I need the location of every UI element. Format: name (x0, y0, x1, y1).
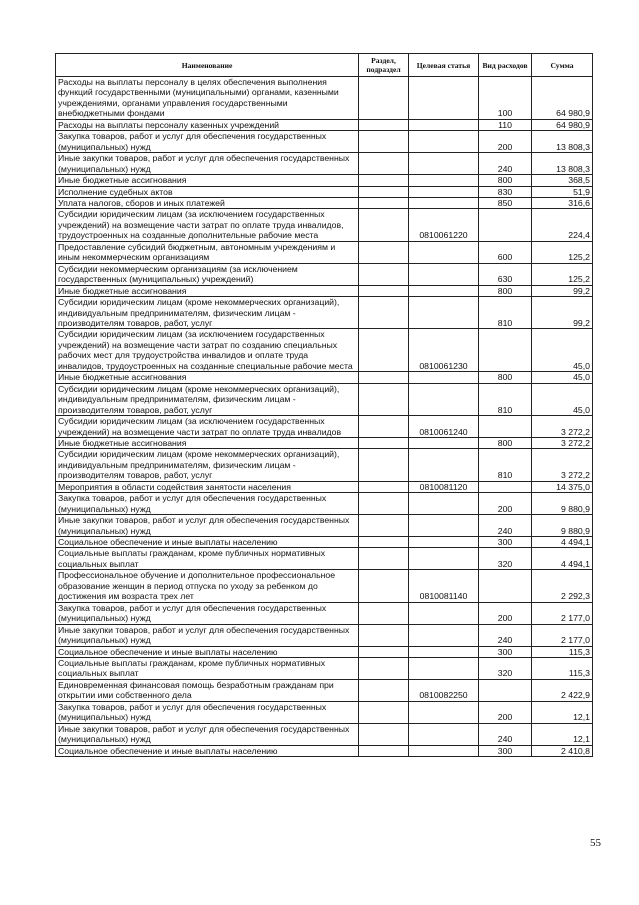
cell-name: Иные бюджетные ассигнования (56, 285, 359, 296)
cell-article (409, 548, 479, 570)
cell-name: Субсидии юридическим лицам (кроме некоммерческих организаций), индивидуальным предпринимателям, физическим лицам - производителям товаров, работ, услуг (56, 449, 359, 481)
cell-name: Социальное обеспечение и иные выплаты населению (56, 745, 359, 756)
cell-sum: 14 375,0 (532, 481, 593, 492)
cell-sum: 51,9 (532, 186, 593, 197)
cell-article (409, 297, 479, 329)
cell-name: Предоставление субсидий бюджетным, автономным учреждениям и иным некоммерческим организациям (56, 241, 359, 263)
cell-article (409, 624, 479, 646)
cell-sum: 125,2 (532, 263, 593, 285)
cell-sum: 99,2 (532, 285, 593, 296)
page-number: 55 (590, 837, 601, 849)
cell-article (409, 131, 479, 153)
cell-sum: 2 422,9 (532, 679, 593, 701)
table-row (56, 624, 593, 646)
cell-sum: 2 177,0 (532, 624, 593, 646)
cell-article (409, 745, 479, 756)
cell-name: Иные бюджетные ассигнования (56, 437, 359, 448)
cell-name: Иные закупки товаров, работ и услуг для обеспечения государственных (муниципальных) нужд (56, 624, 359, 646)
cell-article: 0810061220 (409, 209, 479, 241)
cell-name: Закупка товаров, работ и услуг для обеспечения государственных (муниципальных) нужд (56, 602, 359, 624)
cell-article: 0810082250 (409, 679, 479, 701)
cell-name: Мероприятия в области содействия занятости населения (56, 481, 359, 492)
cell-kind: 300 (479, 537, 532, 548)
cell-article: 0810061240 (409, 416, 479, 438)
cell-kind: 810 (479, 297, 532, 329)
cell-article (409, 119, 479, 130)
table-row (56, 153, 593, 175)
cell-section (359, 515, 409, 537)
cell-sum: 3 272,2 (532, 437, 593, 448)
cell-name: Субсидии юридическим лицам (кроме некоммерческих организаций), индивидуальным предпринимателям, физическим лицам - производителям товаров, работ, услуг (56, 297, 359, 329)
cell-section (359, 372, 409, 383)
cell-name: Иные закупки товаров, работ и услуг для обеспечения государственных (муниципальных) нужд (56, 723, 359, 745)
cell-kind: 300 (479, 646, 532, 657)
cell-sum: 12,1 (532, 723, 593, 745)
cell-kind: 800 (479, 437, 532, 448)
cell-section (359, 131, 409, 153)
cell-name: Исполнение судебных актов (56, 186, 359, 197)
cell-article (409, 77, 479, 120)
cell-name: Единовременная финансовая помощь безработным гражданам при открытии ими собственного дела (56, 679, 359, 701)
header-sum: Сумма (532, 54, 593, 77)
cell-sum: 4 494,1 (532, 548, 593, 570)
cell-section (359, 175, 409, 186)
cell-kind: 320 (479, 548, 532, 570)
cell-kind (479, 570, 532, 602)
cell-name: Профессиональное обучение и дополнительное профессиональное образование женщин в период отпуска по уходу за ребенком до достижения им возраста трех лет (56, 570, 359, 602)
cell-kind: 810 (479, 449, 532, 481)
cell-article (409, 372, 479, 383)
cell-kind: 300 (479, 745, 532, 756)
cell-kind (479, 329, 532, 372)
cell-sum: 115,3 (532, 646, 593, 657)
cell-article (409, 723, 479, 745)
cell-section (359, 77, 409, 120)
cell-kind: 600 (479, 241, 532, 263)
budget-table (55, 53, 593, 757)
cell-section (359, 186, 409, 197)
table-row (56, 209, 593, 241)
table-row (56, 548, 593, 570)
cell-article (409, 383, 479, 415)
table-row (56, 602, 593, 624)
cell-sum: 64 980,9 (532, 119, 593, 130)
table-row (56, 329, 593, 372)
cell-sum: 3 272,2 (532, 449, 593, 481)
cell-article (409, 263, 479, 285)
table-row (56, 493, 593, 515)
cell-kind: 200 (479, 131, 532, 153)
cell-section (359, 701, 409, 723)
cell-section (359, 745, 409, 756)
cell-section (359, 602, 409, 624)
cell-kind: 800 (479, 372, 532, 383)
cell-kind: 630 (479, 263, 532, 285)
cell-article (409, 153, 479, 175)
cell-article (409, 646, 479, 657)
table-row (56, 723, 593, 745)
cell-article (409, 515, 479, 537)
cell-section (359, 449, 409, 481)
cell-kind (479, 416, 532, 438)
cell-name: Иные бюджетные ассигнования (56, 372, 359, 383)
cell-sum: 45,0 (532, 329, 593, 372)
cell-article (409, 449, 479, 481)
cell-section (359, 297, 409, 329)
table-row (56, 570, 593, 602)
cell-name: Закупка товаров, работ и услуг для обеспечения государственных (муниципальных) нужд (56, 701, 359, 723)
cell-sum: 12,1 (532, 701, 593, 723)
cell-sum: 2 177,0 (532, 602, 593, 624)
cell-sum: 224,4 (532, 209, 593, 241)
cell-section (359, 493, 409, 515)
cell-kind: 200 (479, 701, 532, 723)
cell-section (359, 197, 409, 208)
cell-sum: 99,2 (532, 297, 593, 329)
cell-name: Социальные выплаты гражданам, кроме публичных нормативных социальных выплат (56, 548, 359, 570)
cell-sum: 125,2 (532, 241, 593, 263)
cell-name: Субсидии некоммерческим организациям (за исключением государственных (муниципальных) учреждений) (56, 263, 359, 285)
cell-kind (479, 209, 532, 241)
table-row (56, 646, 593, 657)
cell-section (359, 570, 409, 602)
cell-section (359, 624, 409, 646)
cell-section (359, 119, 409, 130)
table-row (56, 263, 593, 285)
cell-sum: 45,0 (532, 372, 593, 383)
cell-kind: 800 (479, 175, 532, 186)
cell-kind: 240 (479, 723, 532, 745)
cell-section (359, 548, 409, 570)
cell-kind: 200 (479, 602, 532, 624)
cell-kind: 100 (479, 77, 532, 120)
cell-sum: 3 272,2 (532, 416, 593, 438)
cell-kind: 240 (479, 515, 532, 537)
cell-article (409, 493, 479, 515)
table-row (56, 537, 593, 548)
cell-article: 0810061230 (409, 329, 479, 372)
cell-section (359, 646, 409, 657)
cell-kind: 110 (479, 119, 532, 130)
cell-sum: 64 980,9 (532, 77, 593, 120)
cell-sum: 45,0 (532, 383, 593, 415)
cell-name: Субсидии юридическим лицам (за исключением государственных учреждений) на возмещение части затрат по оплате труда инвалидов, трудоустроенных на созданные дополнительные рабочие места (56, 209, 359, 241)
header-name: Наименование (56, 54, 359, 77)
cell-name: Субсидии юридическим лицам (за исключением государственных учреждений) на возмещение части затрат по оплате труда инвалидов (56, 416, 359, 438)
cell-kind: 810 (479, 383, 532, 415)
cell-article (409, 175, 479, 186)
cell-name: Социальное обеспечение и иные выплаты населению (56, 537, 359, 548)
table-row (56, 175, 593, 186)
cell-name: Расходы на выплаты персоналу в целях обеспечения выполнения функций государственными (муниципальными) органами, казенными учреждениями, органами управления государственными внебюджетными фондами (56, 77, 359, 120)
cell-section (359, 329, 409, 372)
cell-article (409, 537, 479, 548)
cell-kind: 830 (479, 186, 532, 197)
cell-sum: 9 880,9 (532, 515, 593, 537)
cell-name: Иные закупки товаров, работ и услуг для обеспечения государственных (муниципальных) нужд (56, 153, 359, 175)
cell-name: Социальное обеспечение и иные выплаты населению (56, 646, 359, 657)
cell-sum: 13 808,3 (532, 153, 593, 175)
cell-sum: 4 494,1 (532, 537, 593, 548)
cell-kind: 240 (479, 153, 532, 175)
cell-kind: 850 (479, 197, 532, 208)
table-row (56, 77, 593, 120)
cell-kind: 240 (479, 624, 532, 646)
cell-section (359, 383, 409, 415)
table-row (56, 241, 593, 263)
cell-section (359, 658, 409, 680)
table-row (56, 297, 593, 329)
table-row (56, 449, 593, 481)
table-row (56, 372, 593, 383)
cell-kind: 200 (479, 493, 532, 515)
cell-article (409, 285, 479, 296)
cell-section (359, 723, 409, 745)
table-row (56, 658, 593, 680)
cell-sum: 368,5 (532, 175, 593, 186)
header-kind: Вид расходов (479, 54, 532, 77)
table-row (56, 416, 593, 438)
cell-section (359, 481, 409, 492)
cell-name: Субсидии юридическим лицам (за исключением государственных учреждений) на возмещение части затрат по созданию специальных рабочих мест для трудоустройства инвалидов и оплате труда инвалидов, трудоустроенных на созданные специальные рабочие места (56, 329, 359, 372)
cell-section (359, 437, 409, 448)
cell-section (359, 209, 409, 241)
table-row (56, 481, 593, 492)
cell-section (359, 153, 409, 175)
cell-sum: 2 292,3 (532, 570, 593, 602)
cell-name: Субсидии юридическим лицам (кроме некоммерческих организаций), индивидуальным предпринимателям, физическим лицам - производителям товаров, работ, услуг (56, 383, 359, 415)
table-row (56, 285, 593, 296)
table-row (56, 186, 593, 197)
cell-section (359, 241, 409, 263)
cell-kind (479, 679, 532, 701)
cell-sum: 13 808,3 (532, 131, 593, 153)
cell-article (409, 658, 479, 680)
cell-kind (479, 481, 532, 492)
cell-name: Расходы на выплаты персоналу казенных учреждений (56, 119, 359, 130)
table-row (56, 383, 593, 415)
table-body (56, 77, 593, 757)
cell-article: 0810081140 (409, 570, 479, 602)
cell-name: Социальные выплаты гражданам, кроме публичных нормативных социальных выплат (56, 658, 359, 680)
table-row (56, 437, 593, 448)
cell-article (409, 602, 479, 624)
cell-name: Закупка товаров, работ и услуг для обеспечения государственных (муниципальных) нужд (56, 131, 359, 153)
cell-article (409, 241, 479, 263)
cell-sum: 2 410,8 (532, 745, 593, 756)
table-row (56, 131, 593, 153)
table-row (56, 701, 593, 723)
table-row (56, 679, 593, 701)
cell-sum: 9 880,9 (532, 493, 593, 515)
cell-name: Закупка товаров, работ и услуг для обеспечения государственных (муниципальных) нужд (56, 493, 359, 515)
table-row (56, 119, 593, 130)
cell-article (409, 197, 479, 208)
cell-section (359, 416, 409, 438)
cell-kind: 320 (479, 658, 532, 680)
cell-name: Иные бюджетные ассигнования (56, 175, 359, 186)
cell-section (359, 537, 409, 548)
cell-name: Иные закупки товаров, работ и услуг для обеспечения государственных (муниципальных) нужд (56, 515, 359, 537)
cell-kind: 800 (479, 285, 532, 296)
table-header-row (56, 54, 593, 77)
cell-name: Уплата налогов, сборов и иных платежей (56, 197, 359, 208)
cell-section (359, 679, 409, 701)
cell-article: 0810081120 (409, 481, 479, 492)
cell-section (359, 285, 409, 296)
table-row (56, 515, 593, 537)
header-section: Раздел, подраздел (359, 54, 409, 77)
cell-article (409, 701, 479, 723)
table-row (56, 745, 593, 756)
cell-article (409, 186, 479, 197)
cell-sum: 115,3 (532, 658, 593, 680)
header-article: Целевая статья (409, 54, 479, 77)
cell-sum: 316,6 (532, 197, 593, 208)
cell-article (409, 437, 479, 448)
cell-section (359, 263, 409, 285)
table-row (56, 197, 593, 208)
